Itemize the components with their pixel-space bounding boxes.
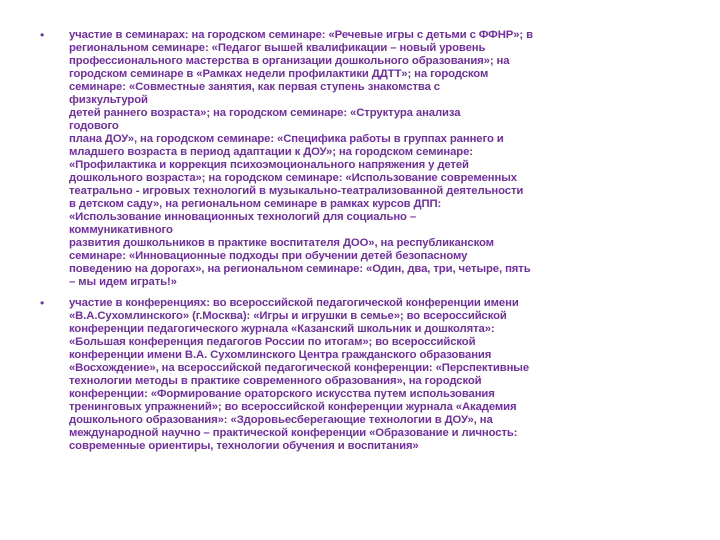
text-line: детей раннего возраста»; на городском семинаре: «Структура анализа xyxy=(69,107,461,119)
text-line: поведению на дорогах», на региональном семинаре: «Один, два, три, четыре, пять xyxy=(69,263,531,275)
bullet-icon: • xyxy=(40,296,45,310)
text-line: современные ориентиры, технологии обучения и воспитания» xyxy=(69,440,419,452)
text-line: тренинговых упражнений»; во всероссийской конференции журнала «Академия xyxy=(69,401,517,413)
bullet-icon: • xyxy=(40,28,45,42)
text-line: «Использование инновационных технологий для социально – xyxy=(69,211,417,223)
text-line: международной научно – практической конференции «Образование и личность: xyxy=(69,427,518,439)
text-line: конференции имени В.А. Сухомлинского Центра гражданского образования xyxy=(69,349,492,361)
text-line: дошкольного возраста»; на городском семинаре: «Использование современных xyxy=(69,172,517,184)
text-line: коммуникативного xyxy=(69,224,173,236)
text-line: семинаре: «Совместные занятия, как первая ступень знакомства с xyxy=(69,81,440,93)
text-line: городском семинаре в «Рамках недели профилактики ДДТТ»; на городском xyxy=(69,68,489,80)
text-line: участие в конференциях: во всероссийской педагогической конференции имени xyxy=(69,297,519,309)
text-line: плана ДОУ», на городском семинаре: «Специфика работы в группах раннего и xyxy=(69,133,504,145)
text-line: конференции: «Формирование ораторского искусства путем использования xyxy=(69,388,495,400)
text-line: физкультурой xyxy=(69,94,148,106)
text-line: в детском саду», на региональном семинаре в рамках курсов ДПП: xyxy=(69,198,442,210)
text-line: конференции педагогического журнала «Казанский школьник и дошколята»: xyxy=(69,323,495,335)
text-line: дошкольного образования»: «Здоровьесберегающие технологии в ДОУ», на xyxy=(69,414,493,426)
text-line: «Большая конференция педагогов России по итогам»; во всероссийской xyxy=(69,336,476,348)
text-line: «Профилактика и коррекция психоэмоционального напряжения у детей xyxy=(69,159,469,171)
text-line: «В.А.Сухомлинского» (г.Москва): «Игры и игрушки в семье»; во всероссийской xyxy=(69,310,507,322)
text-line: – мы идем играть!» xyxy=(69,276,177,288)
text-line: развития дошкольников в практике воспитателя ДОО», на республиканском xyxy=(69,237,494,249)
text-line: профессионального мастерства в организации дошкольного образования»; на xyxy=(69,55,510,67)
text-line: технологии методы в практике современного образования», на городской xyxy=(69,375,482,387)
text-line: «Восхождение», на всероссийской педагогической конференции: «Перспективные xyxy=(69,362,530,374)
text-line: театрально - игровых технологий в музыкально-театрализованной деятельности xyxy=(69,185,524,197)
text-line: годового xyxy=(69,120,119,132)
text-line: младшего возраста в период адаптации к ДОУ»; на городском семинаре: xyxy=(69,146,473,158)
text-line: региональном семинаре: «Педагог вышей квалификации – новый уровень xyxy=(69,42,486,54)
text-line: участие в семинарах: на городском семинаре: «Речевые игры с детьми с ФФНР»; в xyxy=(69,29,533,41)
text-line: семинаре: «Инновационные подходы при обучении детей безопасному xyxy=(69,250,468,262)
